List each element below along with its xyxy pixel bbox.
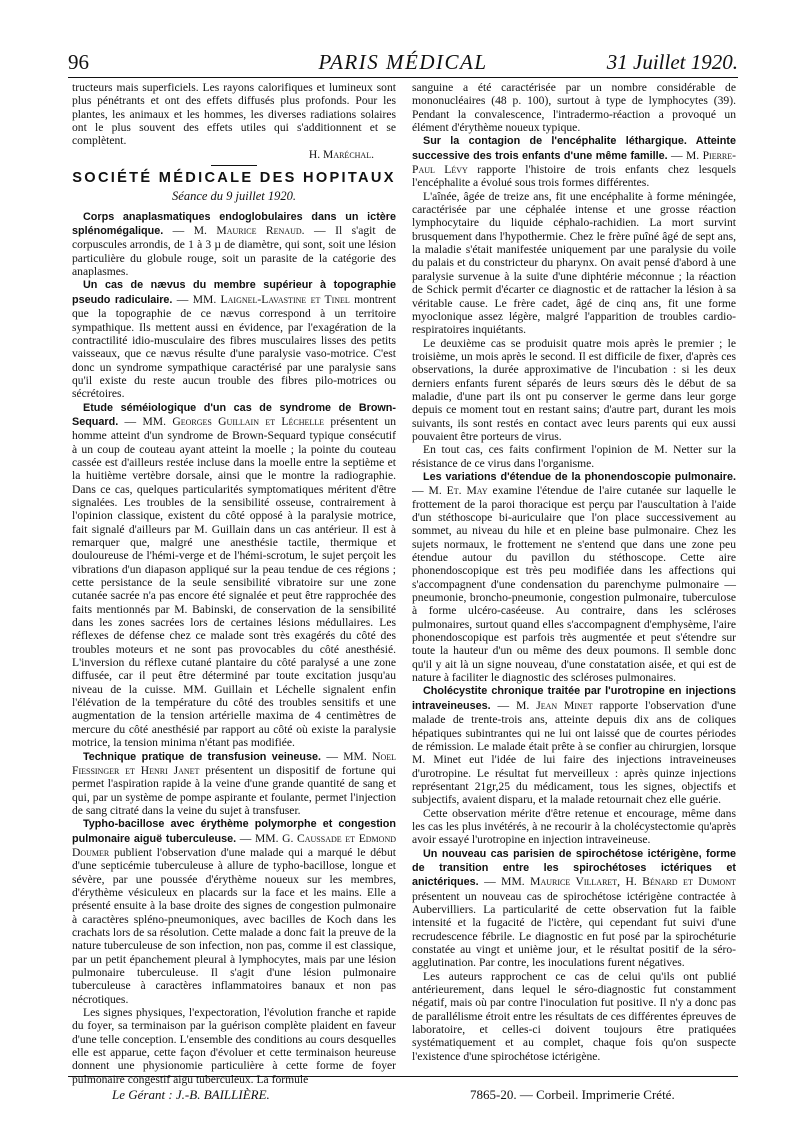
article-body: rapporte l'observation d'une malade de trente-trois ans, atteinte depuis dix ans de coliques hépatiques subintrantes qui ne lui ont laissé que de courtes périodes de rémission. Le malade était prête à se confier au chirurgien, lorsque M. Minet eut l'idée de lui faire des injections intraveineuses d'urotropine. Le résultat fut merveilleux : après quinze injections représentant 21gr,25 du médicament, tous les signes, objectifs et subjectifs, avaient disparu, et la malade retournait chez elle guérie.	[412, 698, 737, 807]
article-paragraph: Le deuxième cas se produisit quatre mois après le premier ; le troisième, un mois après le second. Il est difficile de fixer, d'après ces observations, la durée approximative de l'incubation : si les deux derniers enfants furent séparés de leurs sœurs dès le début de sa maladie, d'une part ils ont pu conserver le germe dans leur gorge depuis ce moment tout en restant sains; d'autre part, durant les mois suivants, ils sont restés en contact avec leurs parents qui eux aussi pouvaient être porteurs de virus.	[412, 336, 736, 443]
right-column	[412, 81, 736, 1069]
article-title: Sur la contagion de l'encéphalite léthargique. Atteinte successive des trois enfants d'une même famille.	[412, 135, 736, 162]
article-authors: M. Jean Minet	[516, 698, 593, 712]
intro-paragraph: tructeurs mais superficiels. Les rayons calorifiques et lumineux sont plus pénétrants et ont des effets diffusés plus profonds. Pour les plantes, les animaux et les hommes, les diverses radiations solaires ont le plus souvent des effets utiles qui s'additionnent et se complètent.	[72, 81, 396, 148]
article-body: présentent un homme atteint d'un syndrome de Brown-Sequard typique consécutif à un coup de couteau ayant atteint la moelle ; la pointe du couteau cassée est d'ailleurs restée incluse dans la moelle entre la septième et la huitième vertèbre dorsale, ainsi que le montre la radiographie. Dans ce cas, quelques particularités symptomatiques méritent d'être signalées. Les troubles de la sensibilité osseuse, contrairement à l'opinion classique, existent du côté opposé à la paralysie motrice, fait signalé d'ailleurs par M. Guillain dans un cas antérieur. Il est à remarquer que, malgré une anesthésie tactile, thermique et douloureuse de l'hémi-verge et de l'hémi-scrotum, le sujet perçoit les vibrations d'un diapason appliqué sur la peau tendue de ces régions ; cette persistance de la seule sensibilité vibratoire sur une zone cutanée sacrée n'a pas encore été signalée et peut être rapprochée des faits mentionnés par M. Babinski, de conservation de la sensibilité dans les zones sacrées lors de certaines lésions médullaires. Les réflexes de défense chez ce malade sont très exagérés du côté des troubles moteurs et ne sont pas provocables du côté anesthésié. L'inversion du réflexe cutané plantaire du côté paralysé a une zone diffusée, car il peut être déterminé par toute excitation jusqu'au niveau de la cuisse. MM. Guillain et Léchelle signalent enfin l'élévation de la température du côté des troubles sensitifs et une augmentation de la tension artérielle maxima de 4 centimètres de mercure du côté anesthésié par rapport au côté où existe la paralysie motrice, la tension minima n'étant pas modifiée.	[72, 414, 396, 750]
session-date: Séance du 9 juillet 1920.	[172, 189, 296, 204]
article-paragraph: En tout cas, ces faits confirment l'opinion de M. Netter sur la résistance de ce virus dans l'organisme.	[412, 443, 736, 470]
article-cholecystite: Cholécystite chronique traitée par l'urotropine en injections intraveineuses. — M. Jean Minet rapporte l'observation d'une malade de trente-trois ans, atteinte depuis dix ans de coliques hépatiques subintrantes qui ne lui ont laissé que de courtes périodes de rémission. Le malade était prête à se confier au chirurgien, lorsque M. Minet eut l'idée de lui faire des injections intraveineuses d'urotropine. Le résultat fut merveilleux : après quinze injections représentant 21gr,25 du médicament, tous les signes, objectifs et subjectifs, avaient disparu, et la malade retournait chez elle guérie.	[412, 685, 737, 807]
article-authors: MM. G. Caussade et Edmond Doumer	[72, 831, 397, 859]
article-authors: MM. Laignel-Lavastine et Tinel	[192, 292, 350, 306]
article-title: Technique pratique de transfusion veineuse.	[83, 750, 322, 763]
footer-gerant: Le Gérant : J.-B. BAILLIÈRE.	[112, 1087, 270, 1102]
article-authors: M. Et. May	[428, 484, 488, 498]
page-number: 96	[68, 50, 89, 74]
article-encephalite: Sur la contagion de l'encéphalite léthargique. Atteinte successive des trois enfants d'une même famille. — M. Pierre-Paul Lévy rapporte l'histoire de trois enfants chez lesquels l'encéphalite a évolué sous trois formes différentes.	[412, 135, 736, 190]
article-title: Cholécystite chronique traitée par l'urotropine en injections intraveineuses.	[412, 685, 736, 712]
left-column	[72, 81, 397, 1086]
article-title: Un nouveau cas parisien de spirochétose ictérigène, forme de transition entre les spirochétoses ictériques et anictériques.	[412, 847, 736, 889]
running-header	[68, 50, 738, 76]
article-authors: MM. Georges Guillain et Léchelle	[142, 414, 325, 428]
journal-title: PARIS MÉDICAL	[318, 50, 488, 74]
article-body: présentent un dispositif de fortune qui permet l'aspiration rapide à la veine d'une grande quantité de sang et qui, par un système de pompe aspirante et foulante, permet l'injection de sang citraté dans la veine du sujet à transfuser.	[72, 763, 396, 817]
article-title: Les variations d'étendue de la phonendoscopie pulmonaire.	[423, 470, 736, 483]
article-body: rapporte l'histoire de trois enfants chez lesquels l'encéphalite a évolué sous trois formes différentes.	[412, 163, 736, 190]
article-paragraph: Les auteurs rapprochent ce cas de celui qu'ils ont publié antérieurement, dans lequel le séro-diagnostic fut constamment négatif, mais où par contre l'inoculation fut positive. Il n'y a donc pas de parallélisme étroit entre les résultats de ces différentes épreuves de laboratoire, et celles-ci doivent toujours être pratiquées systématiquement et au complet, chaque fois qu'on suspecte l'existence d'une spirochétose ictérigène.	[412, 969, 736, 1063]
article-title: Typho-bacillose avec érythème polymorphe et congestion pulmonaire aiguë tuberculeuse.	[72, 818, 396, 845]
section-title: SOCIÉTÉ MÉDICALE DES HOPITAUX	[72, 170, 396, 187]
footer-rule	[68, 1076, 738, 1077]
article-brown-sequard: Etude séméiologique d'un cas de syndrome de Brown-Sequard. — MM. Georges Guillain et Léchelle présentent un homme atteint d'un syndrome de Brown-Sequard typique consécutif à un coup de couteau ayant atteint la moelle ; la pointe du couteau cassée est d'ailleurs restée incluse dans la moelle entre la septième et la huitième vertèbre dorsale, ainsi que le montre la radiographie. Dans ce cas, quelques particularités symptomatiques méritent d'être signalées. Les troubles de la sensibilité osseuse, contrairement à l'opinion classique, existent du côté opposé à la paralysie motrice, fait signalé d'ailleurs par M. Guillain dans un cas antérieur. Il est à remarquer que, malgré une anesthésie tactile, thermique et douloureuse de l'hémi-verge et de l'hémi-scrotum, le sujet perçoit les vibrations d'un diapason appliqué sur la peau tendue de ces régions ; cette persistance de la seule sensibilité vibratoire sur une zone cutanée sacrée n'a pas encore été signalée et peut être rapprochée des faits mentionnés par M. Babinski, de conservation de la sensibilité dans les zones sacrées lors de certaines lésions médullaires. Les réflexes de défense chez ce malade sont très exagérés du côté des troubles moteurs et ne sont pas provocables du côté anesthésié. L'inversion du réflexe cutané plantaire du côté paralysé a une zone diffusée, car il peut être déterminé par toute excitation jusqu'au niveau de la cuisse. MM. Guillain et Léchelle signalent enfin l'élévation de la température du côté des troubles sensitifs et une augmentation de la tension artérielle maxima de 4 centimètres de mercure du côté anesthésié par rapport au côté où existe la paralysie motrice, la tension minima n'étant pas modifiée.	[72, 401, 396, 750]
article-paragraph: L'aînée, âgée de treize ans, fit une encéphalite à forme méningée, caractérisée par une céphalée intense et une grosse réaction lymphocytaire du liquide céphalo-rachidien. La mort survint brusquement dans l'hypothermie. Chez le frère puîné âgé de sept ans, la maladie s'était manifestée uniquement par une paralysie du voile du palais et du constricteur du pharynx. On avait pensé d'abord à une paralysie survenue à la suite d'une diphtérie méconnue ; la réaction de Schick permit d'écarter ce diagnostic et de rattacher la lésion à sa véritable cause. Le frère cadet, âgé de cinq ans, fit une forme myoclonique assez légère, malgré l'apparition de troubles cardio-respiratoires inquiétants.	[412, 189, 736, 337]
author-signature: H. Maréchal.	[308, 147, 374, 161]
article-body: montrent que la topographie de ce nævus correspond à un territoire sympathique. Ils mettent aussi en évidence, par l'exagération de la contractilité idio-musculaire des fibres musculaires lisses des petits vaisseaux, que ce nævus résulte d'une paralysie vaso-motrice. C'est donc un syndrome sympathique caractérisé par une paralysie sans qu'il existe du reste aucun trouble des fibres pilo-motrices ou sécrétoires.	[72, 292, 396, 401]
header-rule	[68, 77, 738, 78]
article-title: Corps anaplasmatiques endoglobulaires dans un ictère splénomégalique.	[72, 210, 396, 238]
article-body: Il s'agit de corpuscules arrondis, de 1 à 3 µ de diamètre, qui sont, soit une lésion particulière du globule rouge, soit un parasite de la catégorie des anaplasmes.	[72, 224, 397, 279]
article-authors: MM. Noel Fiessinger et Henri Janet	[72, 749, 396, 777]
article-authors: M. Maurice Renaud.	[193, 224, 305, 238]
section-divider	[211, 165, 257, 166]
article-phonendoscopie: Les variations d'étendue de la phonendoscopie pulmonaire. — M. Et. May examine l'étendue de l'aire cutanée sur laquelle le frottement de la paroi thoracique est perçu par l'auscultation à l'aide d'un stéthoscope bi-auriculaire que l'on place successivement au sommet, au niveau du hile et en pleine base pulmonaire. Chez les sujets normaux, le frottement ne s'entend que dans une zone peu étendue autour du pavillon du stéthoscope. Cette aire phonendoscopique est très peu modifiée dans les affections qui s'accompagnent d'une condensation du parenchyme pulmonaire — pneumonie, broncho-pneumonie, congestion pulmonaire, tuberculose à forme ulcéro-caséeuse. Au contraire, dans les scléroses pulmonaires, surtout quand elles s'accompagnent d'emphysème, l'aire phonendoscopique est parfois très augmentée et peut s'étendre sur toute la hauteur d'un ou même des deux poumons. Il semble donc qu'il y ait là un signe nouveau, d'une constatation aisée, et qui est de nature à faciliter le diagnostic des scléroses pulmonaires.	[412, 470, 736, 685]
article-anaplasmes: Corps anaplasmatiques endoglobulaires dans un ictère splénomégalique. — M. Maurice Renaud. — Il s'agit de corpuscules arrondis, de 1 à 3 µ de diamètre, qui sont, soit une lésion particulière du globule rouge, soit un parasite de la catégorie des anaplasmes.	[72, 210, 397, 279]
article-typho-bacillose: Typho-bacillose avec érythème polymorphe et congestion pulmonaire aiguë tuberculeuse. — MM. G. Caussade et Edmond Doumer publient l'observation d'une malade qui a marqué le début d'une septicémie tuberculeuse à allure de typho-bacillose, longue et sévère, par une poussée d'érythème noueux sur les membres, d'érythème vésiculeux en placards sur la face et les mains. Elle a présenté ensuite à la base droite des signes de congestion pulmonaire à caractères spléno-pneumoniques, avec bacilles de Koch dans les crachats lors de sa résolution. Cette malade a donc fait la preuve de la nature tuberculeuse de son infection, non pas, comme il est classique, par un petit épanchement pleural à lymphocytes, mais par une lésion pulmonaire tuberculeuse. Il s'agit d'une lésion pulmonaire tuberculeuse à caractères inflammatoires banaux et non pas nécrotiques.	[72, 818, 397, 1006]
article-title: Etude séméiologique d'un cas de syndrome de Brown-Sequard.	[72, 401, 396, 428]
article-body: publient l'observation d'une malade qui a marqué le début d'une septicémie tuberculeuse à allure de typho-bacillose, longue et sévère, par une poussée d'érythème noueux sur les membres, d'érythème vésiculeux en placards sur la face et les mains. Elle a présenté ensuite à la base droite des signes de congestion pulmonaire à caractères spléno-pneumoniques, avec bacilles de Koch dans les crachats lors de sa résolution. Cette malade a donc fait la preuve de la nature tuberculeuse de son infection, non pas, comme il est classique, par un petit épanchement pleural à lymphocytes, mais par une lésion pulmonaire tuberculeuse. Il s'agit d'une lésion pulmonaire tuberculeuse à caractères inflammatoires banaux et non pas nécrotiques.	[72, 845, 396, 1006]
continued-paragraph: sanguine a été caractérisée par un nombre considérable de mononucléaires (48 p. 100), surtout à type de lymphocytes (39). Pendant la convalescence, l'intradermo-réaction a provoqué un élément d'érythème noueux typique.	[412, 81, 736, 135]
article-typho-bacillose-cont: Les signes physiques, l'expectoration, l'évolution franche et rapide du foyer, sa terminaison par la guérison complète plaident en faveur d'une telle conception. L'ensemble des conditions au cours desquelles elle est apparue, cette façon d'évoluer et cette terminaison heureuse donnent une physionomie particulière à cette forme de foyer pulmonaire congestif aigu tuberculeux. La formule	[72, 1006, 396, 1086]
article-naevus: Un cas de nævus du membre supérieur à topographie pseudo radiculaire. — MM. Laignel-Lavastine et Tinel montrent que la topographie de ce nævus correspond à un territoire sympathique. Ils mettent aussi en évidence, par l'exagération de la contractilité idio-musculaire des fibres musculaires lisses des petits vaisseaux, que ce nævus résulte d'une paralysie vaso-motrice. C'est donc un syndrome sympathique caractérisé par une paralysie sans qu'il existe du reste aucun trouble des fibres pilo-motrices ou sécrétoires.	[72, 279, 396, 401]
footer-printer: 7865-20. — Corbeil. Imprimerie Crété.	[470, 1087, 675, 1102]
issue-date: 31 Juillet 1920.	[606, 50, 738, 74]
article-authors: MM. Maurice Villaret, H. Bénard et Dumont	[501, 875, 737, 889]
article-spirochetose: Un nouveau cas parisien de spirochétose ictérigène, forme de transition entre les spirochétoses ictériques et anictériques. — MM. Maurice Villaret, H. Bénard et Dumont présentent un nouveau cas de spirochétose ictérigène contractée à Aubervilliers. La particularité de cette observation fut la faible intensité et la fugacité de l'ictère, qui cependant fut suivi d'une recrudescence fébrile. Le diagnostic en fut posé par la spirochéturie constatée au vingt et unième jour, et le résultat positif de la séro-agglutination. Par contre, les inoculations furent négatives.	[412, 847, 737, 970]
article-paragraph: Cette observation mérite d'être retenue et encourage, même dans les cas les plus invétérés, à ne recourir à la cholécystectomie qu'après avoir essayé l'urotropine en injection intraveineuse.	[412, 806, 736, 847]
article-title: Un cas de nævus du membre supérieur à topographie pseudo radiculaire.	[72, 279, 396, 306]
article-authors: M. Pierre-Paul Lévy	[412, 148, 736, 177]
article-transfusion: Technique pratique de transfusion veineuse. — MM. Noel Fiessinger et Henri Janet présentent un dispositif de fortune qui permet l'aspiration rapide à la veine d'une grande quantité de sang et qui, par un système de pompe aspirante et foulante, permet l'injection de sang citraté dans la veine du sujet à transfuser.	[72, 749, 396, 817]
article-body: examine l'étendue de l'aire cutanée sur laquelle le frottement de la paroi thoracique est perçu par l'auscultation à l'aide d'un stéthoscope bi-auriculaire que l'on place successivement au sommet, au niveau du hile et en pleine base pulmonaire. Chez les sujets normaux, le frottement ne s'entend que dans une zone peu étendue autour du pavillon du stéthoscope. Cette aire phonendoscopique est très peu modifiée dans les affections qui s'accompagnent d'une condensation du parenchyme pulmonaire — pneumonie, broncho-pneumonie, congestion pulmonaire, tuberculose à forme ulcéro-caséeuse. Au contraire, dans les scléroses pulmonaires, surtout quand elles s'accompagnent d'emphysème, l'aire phonendoscopique est parfois très augmentée et peut s'étendre sur toute la hauteur d'un ou même des deux poumons. Il semble donc qu'il y ait là un signe nouveau, d'une constatation aisée, et qui est de nature à faciliter le diagnostic des scléroses pulmonaires.	[412, 484, 736, 685]
article-body: présentent un nouveau cas de spirochétose ictérigène contractée à Aubervilliers. La particularité de cette observation fut la faible intensité et la fugacité de l'ictère, qui cependant fut suivi d'une recrudescence fébrile. Le diagnostic en fut posé par la spirochéturie constatée au vingt et unième jour, et le résultat positif de la séro-agglutination. Par contre, les inoculations furent négatives.	[412, 889, 736, 970]
